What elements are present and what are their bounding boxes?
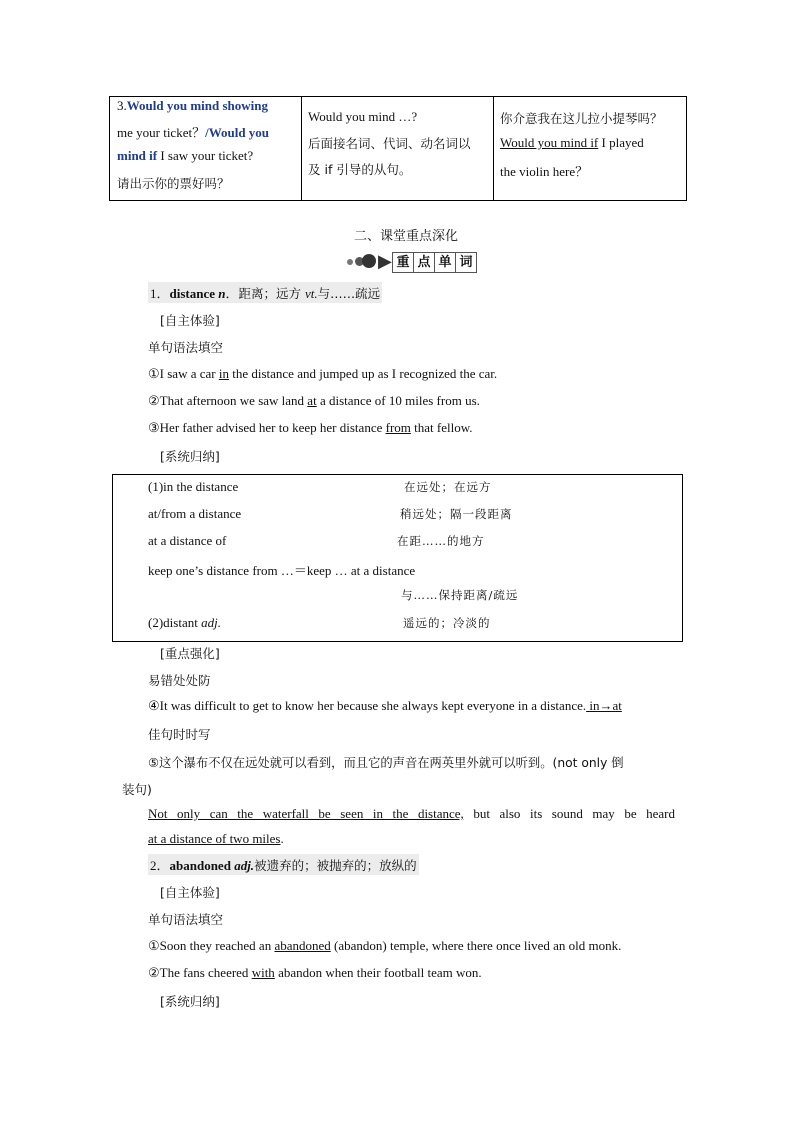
banner-char: 重 <box>392 252 414 273</box>
translation-prompt-cont: 装句) <box>122 782 152 797</box>
word-heading: 2．abandoned adj.被遗弃的；被抛弃的；放纵的 <box>148 854 419 875</box>
tag-focus: [重点强化] <box>160 646 220 661</box>
exercise-sentence: ④It was difficult to get to know her because she always kept everyone in a distance. in→at <box>148 698 622 713</box>
answer-sentence-cont: at a distance of two miles. <box>148 831 284 846</box>
section-title: 二、课堂重点深化 <box>354 229 459 244</box>
summary-box: (1)in the distance 在远处；在远方 at/from a distance 稍远处；隔一段距离 at a distance of 在距……的地方 keep one’s distance from …＝keep … at a distance 与……保持距离/疏远 (2)distant adj. 遥远的；冷淡的 <box>112 474 683 642</box>
dot-icon <box>347 259 353 265</box>
arrow-icon: ▶ <box>378 251 392 272</box>
dot-icon <box>362 254 376 268</box>
exercise-sentence: ③Her father advised her to keep her distance from that fellow. <box>148 420 473 435</box>
tag-practice: [自主体验] <box>160 885 220 900</box>
tag-practice: [自主体验] <box>160 313 220 328</box>
translation-prompt: ⑤这个瀑布不仅在远处就可以看到，而且它的声音在两英里外就可以听到。(not only 倒 <box>148 756 624 770</box>
exercise-sentence: ①Soon they reached an abandoned (abandon) temple, where there once lived an old monk. <box>148 938 622 953</box>
expression-table <box>109 96 687 201</box>
exercise-sentence: ②That afternoon we saw land at a distance of 10 miles from us. <box>148 393 480 408</box>
table-cell-example: 你介意我在这儿拉小提琴吗？ Would you mind if I played the violin here？ <box>500 111 663 179</box>
answer-sentence: Not only can the waterfall be seen in the distance, but also its sound may be heard <box>148 806 675 821</box>
sub-heading: 佳句时时写 <box>148 727 211 742</box>
tag-summary: [系统归纳] <box>160 994 220 1009</box>
banner-char: 单 <box>434 252 456 273</box>
banner-char: 词 <box>455 252 477 273</box>
exercise-sentence: ②The fans cheered with abandon when their football team won. <box>148 965 482 980</box>
exercise-sentence: ①I saw a car in the distance and jumped up as I recognized the car. <box>148 366 498 381</box>
sub-heading: 单句语法填空 <box>148 340 224 355</box>
word-heading: 1．distance n．距离；远方 vt.与……疏远 <box>148 282 382 303</box>
table-cell-usage: Would you mind …? 后面接名词、代词、动名词以 及 if 引导的从句。 <box>308 109 471 177</box>
sub-heading: 易错处处防 <box>148 673 211 688</box>
table-cell-expression: 3.Would you mind showing me your ticket？/Would you mind if I saw your ticket? 请出示你的票好吗？ <box>117 98 270 191</box>
sub-heading: 单句语法填空 <box>148 912 224 927</box>
tag-summary: [系统归纳] <box>160 449 220 464</box>
banner-char: 点 <box>413 252 435 273</box>
